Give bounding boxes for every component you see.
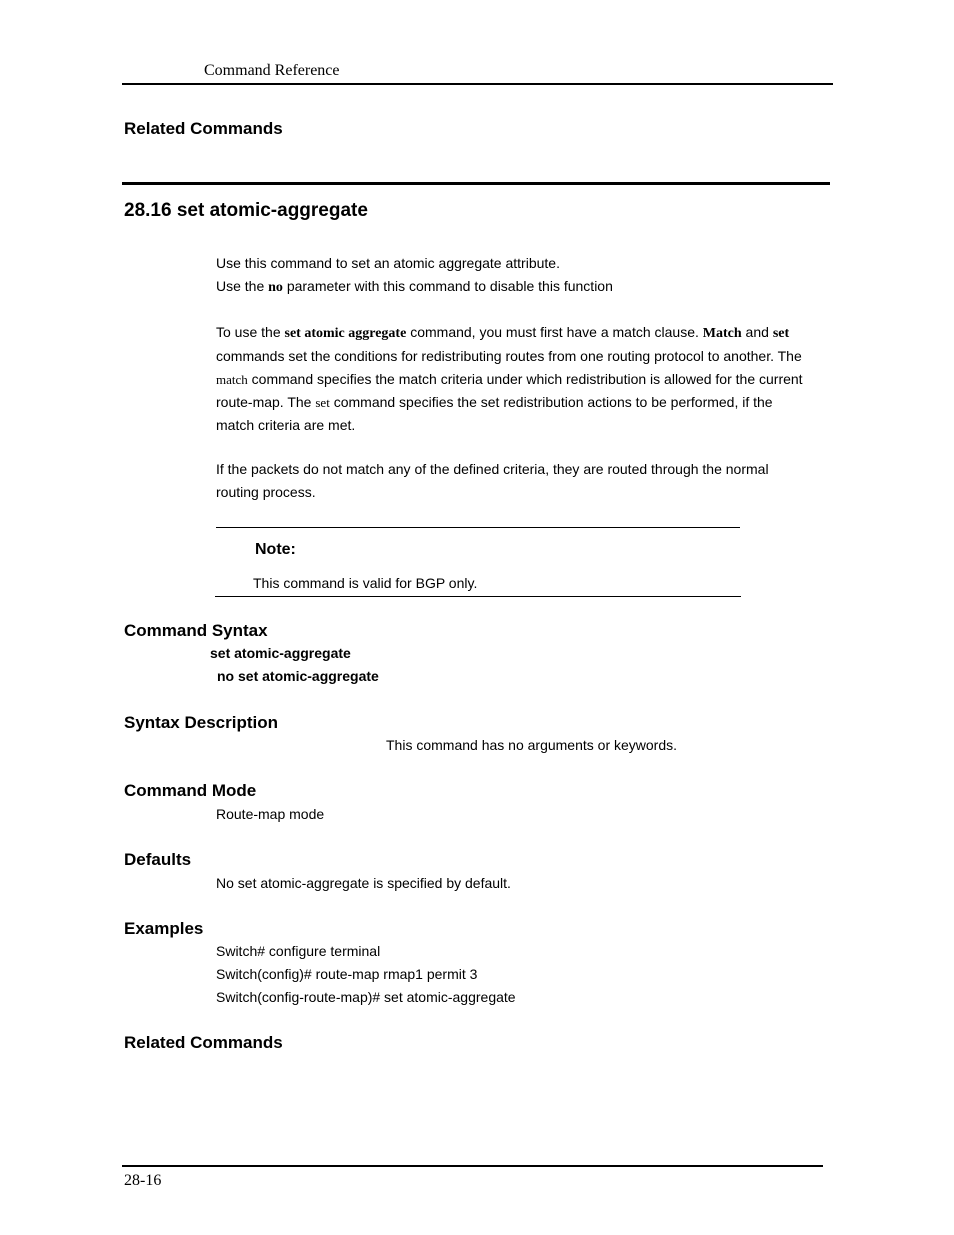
examples-block	[216, 940, 516, 1009]
usage-line-5: match criteria are met.	[216, 417, 356, 433]
related-commands-heading-bottom: Related Commands	[124, 1033, 283, 1052]
section-rule	[122, 182, 830, 185]
section-title: 28.16 set atomic-aggregate	[124, 200, 368, 221]
usage-paragraph	[216, 321, 803, 437]
syntax-command-2: no set atomic-aggregate	[217, 668, 379, 684]
routing-paragraph	[216, 458, 769, 504]
note-bottom-rule	[215, 596, 741, 597]
command-syntax-heading: Command Syntax	[124, 621, 268, 640]
intro-line-1: Use this command to set an atomic aggregate attribute.	[216, 255, 560, 271]
usage-line-1: To use the set atomic aggregate command, you must first have a match clause. Match and set	[216, 324, 790, 341]
page-number: 28-16	[124, 1172, 162, 1189]
syntax-description-heading: Syntax Description	[124, 713, 278, 732]
example-line: Switch(config-route-map)# set atomic-aggregate	[216, 989, 516, 1005]
intro-paragraph	[216, 252, 613, 299]
usage-line-2: commands set the conditions for redistributing routes from one routing protocol to another. The	[216, 348, 802, 364]
command-mode-heading: Command Mode	[124, 781, 257, 800]
header-rule	[122, 83, 833, 85]
command-mode-text: Route-map mode	[216, 806, 325, 822]
intro-line-2: Use the no parameter with this command to disable this function	[216, 278, 613, 295]
defaults-heading: Defaults	[124, 850, 192, 869]
example-line: Switch# configure terminal	[216, 943, 381, 959]
usage-line-3: match command specifies the match criteria under which redistribution is allowed for the current	[216, 371, 803, 387]
note-top-rule	[216, 527, 740, 528]
syntax-command-1: set atomic-aggregate	[210, 645, 351, 661]
note-label: Note:	[255, 541, 296, 558]
examples-heading: Examples	[124, 919, 204, 938]
keyword-no: no	[268, 280, 283, 295]
example-line: Switch(config)# route-map rmap1 permit 3	[216, 966, 478, 982]
routing-line-1: If the packets do not match any of the defined criteria, they are routed through the normal	[216, 461, 769, 477]
syntax-description-text: This command has no arguments or keywords.	[386, 737, 678, 753]
note-text: This command is valid for BGP only.	[253, 575, 478, 591]
usage-line-4: route-map. The set command specifies the set redistribution actions to be performed, if the	[216, 394, 773, 410]
defaults-text: No set atomic-aggregate is specified by default.	[216, 875, 511, 891]
routing-line-2: routing process.	[216, 484, 316, 500]
running-header-title: Command Reference	[204, 62, 340, 79]
footer-rule	[122, 1165, 823, 1167]
related-commands-heading-top: Related Commands	[124, 119, 283, 138]
